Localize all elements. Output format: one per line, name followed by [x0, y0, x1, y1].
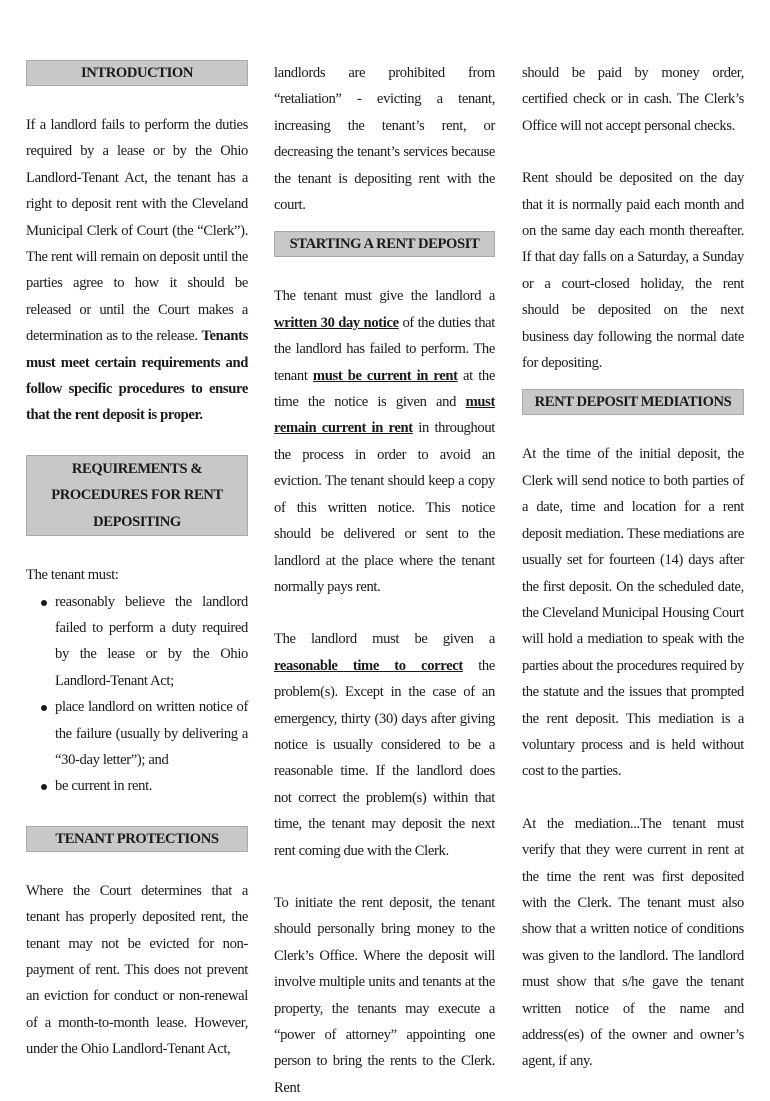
time-text: The landlord must be given a [274, 631, 495, 648]
initiate-deposit-paragraph: To initiate the rent deposit, the tenant should personally bring money to the Clerk’s Office. Where the deposit will involve multiple units and tenants at the property, the tenants may execute a “power of attorney” appointing one person to bring the rents to the Clerk. Rent [274, 894, 495, 1096]
notice-paragraph [274, 283, 495, 600]
list-item-text: be current in rent. [55, 778, 153, 795]
introduction-paragraph [26, 112, 248, 429]
notice-text: at the time the notice is given and [274, 367, 495, 411]
bullet-icon [41, 600, 47, 606]
deposit-day-paragraph: Rent should be deposited on the day that it is normally paid each month and on the same day each month thereafter. If that day falls on a Saturday, a Sunday or a court-closed holiday, the rent should be deposited on the next business day following the normal date for depositing. [522, 170, 744, 372]
tenant-must-label: The tenant must: [26, 567, 119, 584]
notice-text: of the duties that the landlord has failed to perform. The tenant [274, 314, 495, 384]
payment-method-paragraph: should be paid by money order, certified check or in cash. The Clerk’s Office will not accept personal checks. [522, 65, 744, 134]
list-item [26, 773, 248, 799]
at-mediation-paragraph: At the mediation...The tenant must verify that they were current in rent at the time the rent was first deposited with the Clerk. The tenant must also show that a written notice of conditions was given to the landlord. The landlord must show that s/he gave the tenant written notice of the name and address(es) of the owner and owner’s agent, if any. [522, 815, 744, 1070]
notice-text: in throughout the process in order to avoid an eviction. The tenant should keep a copy of this written notice. This notice should be delivered or sent to the landlord at the place where the tenant normally pays rent. [274, 420, 496, 595]
notice-text: The tenant must give the landlord a [274, 288, 495, 305]
bullet-icon [41, 705, 47, 711]
starting-rent-deposit-heading: STARTING A RENT DEPOSIT [274, 231, 495, 257]
notice-emphasis: written 30 day notice [274, 314, 399, 331]
introduction-heading: INTRODUCTION [26, 60, 248, 86]
retaliation-paragraph: landlords are prohibited from “retaliation” - evicting a tenant, increasing the tenant’s rent, or decreasing the tenant’s services because the tenant is depositing rent with the court. [274, 65, 495, 214]
mediations-heading: RENT DEPOSIT MEDIATIONS [522, 389, 744, 415]
introduction-bold-text: Tenants must meet certain requirements and follow specific procedures to ensure that the rent deposit is proper. [26, 328, 248, 424]
notice-emphasis: must be current in rent [312, 367, 458, 384]
notice-emphasis: must remain current in rent [274, 394, 495, 437]
time-text: the problem(s). Except in the case of an emergency, thirty (30) days after giving notice is usually considered to be a reasonable time. If the landlord does not correct the problem(s) within that time, the tenant may deposit the next rent coming due with the Clerk. [274, 657, 495, 859]
list-item-text: place landlord on written notice of the failure (usually by delivering a “30-day letter”); and [55, 699, 248, 768]
tenant-protections-heading: TENANT PROTECTIONS [26, 826, 248, 852]
column-1 [26, 60, 248, 1063]
list-item [26, 589, 248, 695]
list-item-text: reasonably believe the landlord failed to perform a duty required by the lease or by the Ohio Landlord-Tenant Act; [55, 593, 248, 689]
column-3 [522, 60, 744, 1075]
requirements-heading: REQUIREMENTS & PROCEDURES FOR RENT DEPOSITING [26, 455, 248, 536]
time-emphasis: reasonable time to correct [274, 657, 463, 674]
tenant-protections-paragraph: Where the Court determines that a tenant has properly deposited rent, the tenant may not be evicted for non-payment of rent. This does not prevent an eviction for conduct or non-renewal of a month-to-month lease. However, under the Ohio Landlord-Tenant Act, [26, 882, 248, 1058]
introduction-text: If a landlord fails to perform the duties required by a lease or by the Ohio Landlord-Tenant Act, the tenant has a right to deposit rent with the Cleveland Municipal Clerk of Court (the “Clerk”). The rent will remain on deposit until the parties agree to how it should be released or until the Court makes a determination as to the release. [26, 117, 248, 345]
bullet-icon [41, 784, 47, 790]
list-item [26, 694, 248, 773]
reasonable-time-paragraph [274, 626, 495, 864]
column-2 [274, 60, 495, 1101]
requirements-list [26, 589, 248, 800]
mediations-paragraph: At the time of the initial deposit, the Clerk will send notice to both parties of a date, time and location for a rent deposit mediation. These mediations are usually set for fourteen (14) days after the first deposit. On the scheduled date, the Cleveland Municipal Housing Court will hold a mediation to speak with the parties about the procedures required by the statute and the issues that prompted the rent deposit. This mediation is a voluntary process and is held without cost to the parties. [522, 446, 744, 780]
